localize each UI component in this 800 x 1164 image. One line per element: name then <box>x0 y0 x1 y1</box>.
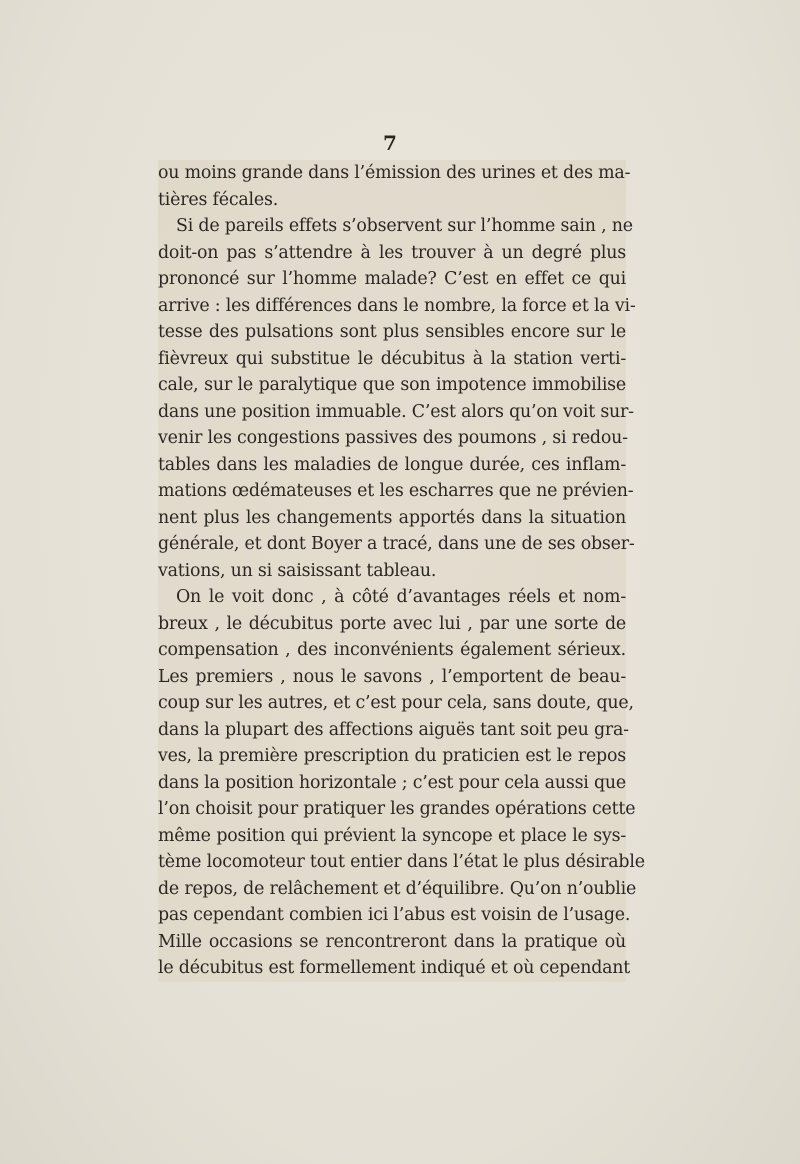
text-line: doit-on pas s’attendre à les trouver à un degré plus <box>158 242 626 263</box>
text-line: Les premiers , nous le savons , l’emportent de beau- <box>158 666 626 687</box>
text-line: l’on choisit pour pratiquer les grandes opérations cette <box>158 799 636 819</box>
text-line: tème locomoteur tout entier dans l’état le plus désirable <box>158 852 645 872</box>
text-line: coup sur les autres, et c’est pour cela, sans doute, que, <box>158 693 634 713</box>
text-line: fièvreux qui substitue le décubitus à la station verti- <box>158 348 626 369</box>
text-line: arrive : les différences dans le nombre, la force et la vi- <box>158 295 636 316</box>
text-line: vations, un si saisissant tableau. <box>158 560 437 581</box>
text-line: ou moins grande dans l’émission des urines et des ma- <box>158 163 631 183</box>
text-line: dans la plupart des affections aiguës tant soit peu gra- <box>158 719 629 740</box>
text-line: mations œdémateuses et les escharres que ne prévien- <box>158 481 634 501</box>
text-line: dans une position immuable. C’est alors qu’on voit sur- <box>158 401 634 422</box>
text-line: compensation , des inconvénients également sérieux. <box>158 640 626 660</box>
text-line: tables dans les maladies de longue durée, ces inflam- <box>158 454 626 475</box>
text-line: Mille occasions se rencontreront dans la pratique où <box>158 931 626 952</box>
body-text <box>158 160 645 982</box>
text-line: Si de pareils effets s’observent sur l’homme sain , ne <box>176 216 633 236</box>
text-line: dans la position horizontale ; c’est pour cela aussi que <box>158 772 627 793</box>
text-line: même position qui prévient la syncope et place le sys- <box>158 825 626 846</box>
text-line: breux , le décubitus porte avec lui , par une sorte de <box>158 613 626 634</box>
text-line: générale, et dont Boyer a tracé, dans une de ses obser- <box>158 534 635 554</box>
text-line: tesse des pulsations sont plus sensibles encore sur le <box>158 322 626 342</box>
text-line: prononcé sur l’homme malade? C’est en effet ce qui <box>158 269 626 289</box>
text-line: nent plus les changements apportés dans la situation <box>158 507 626 528</box>
text-line: On le voit donc , à côté d’avantages réels et nom- <box>176 587 626 607</box>
text-line: ves, la première prescription du praticien est le repos <box>158 746 626 766</box>
text-line: de repos, de relâchement et d’équilibre. Qu’on n’oublie <box>158 878 637 899</box>
text-line: pas cependant combien ici l’abus est voisin de l’usage. <box>158 905 631 925</box>
text-line: le décubitus est formellement indiqué et où cependant <box>158 958 631 978</box>
text-line: tières fécales. <box>158 189 279 210</box>
page-number: 7 <box>383 131 397 155</box>
text-line: cale, sur le paralytique que son impotence immobilise <box>158 375 626 395</box>
text-line: venir les congestions passives des poumons , si redou- <box>158 428 628 448</box>
